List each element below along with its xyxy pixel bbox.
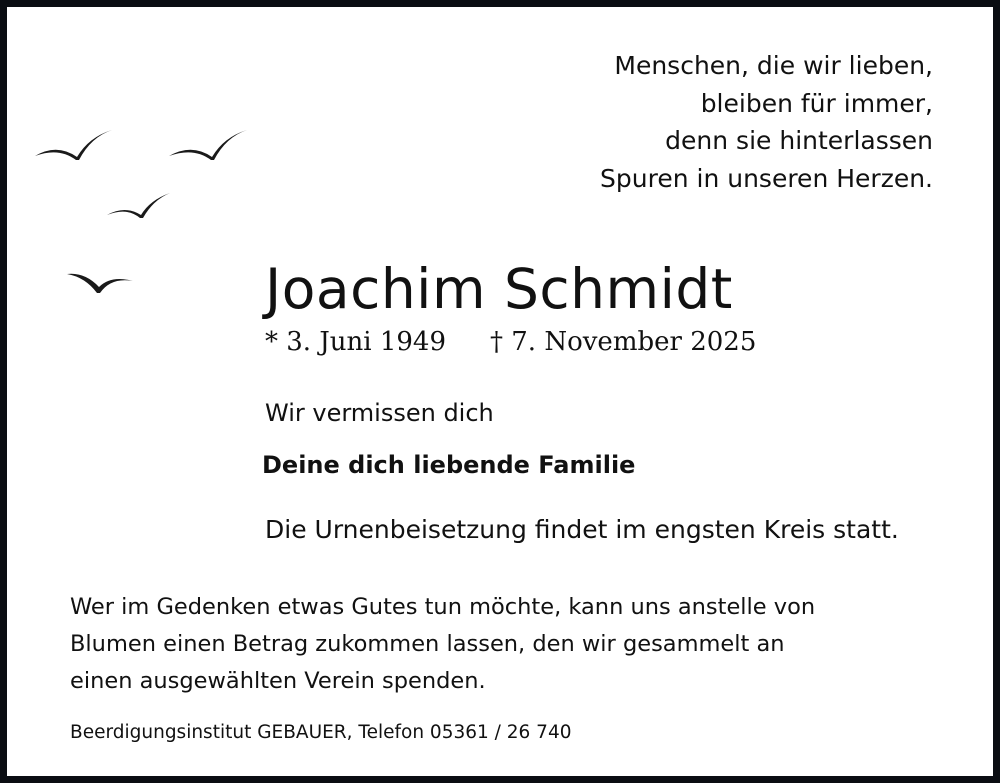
family-signature: Deine dich liebende Familie: [262, 451, 636, 479]
donation-line: einen ausgewählten Verein spenden.: [70, 668, 486, 694]
bird-icon: [107, 193, 170, 218]
bird-icon: [169, 130, 247, 160]
poem-line: Menschen, die wir lieben,: [614, 51, 933, 80]
poem-line: Spuren in unseren Herzen.: [600, 163, 933, 193]
birth-date: * 3. Juni 1949: [265, 327, 446, 357]
poem-line: bleiben für immer,: [700, 88, 933, 118]
life-dates: [265, 327, 756, 357]
bird-icon: [67, 274, 133, 293]
deceased-name: Joachim Schmidt: [265, 257, 733, 321]
death-date: † 7. November 2025: [490, 327, 757, 357]
bird-icon: [35, 130, 112, 160]
donation-line: Wer im Gedenken etwas Gutes tun möchte, kann uns anstelle von: [70, 594, 816, 620]
miss-text: Wir vermissen dich: [265, 399, 494, 427]
donation-line: Blumen einen Betrag zukommen lassen, den wir gesammelt an: [70, 631, 785, 657]
poem-line: denn sie hinterlassen: [665, 126, 933, 155]
burial-note: Die Urnenbeisetzung findet im engsten Kreis statt.: [265, 515, 899, 544]
poem: [600, 47, 933, 197]
obituary-notice: [7, 7, 993, 776]
funeral-home-footer: Beerdigungsinstitut GEBAUER, Telefon 05361 / 26 740: [70, 722, 572, 743]
birds-illustration: [7, 107, 267, 307]
donation-paragraph: [70, 589, 815, 700]
